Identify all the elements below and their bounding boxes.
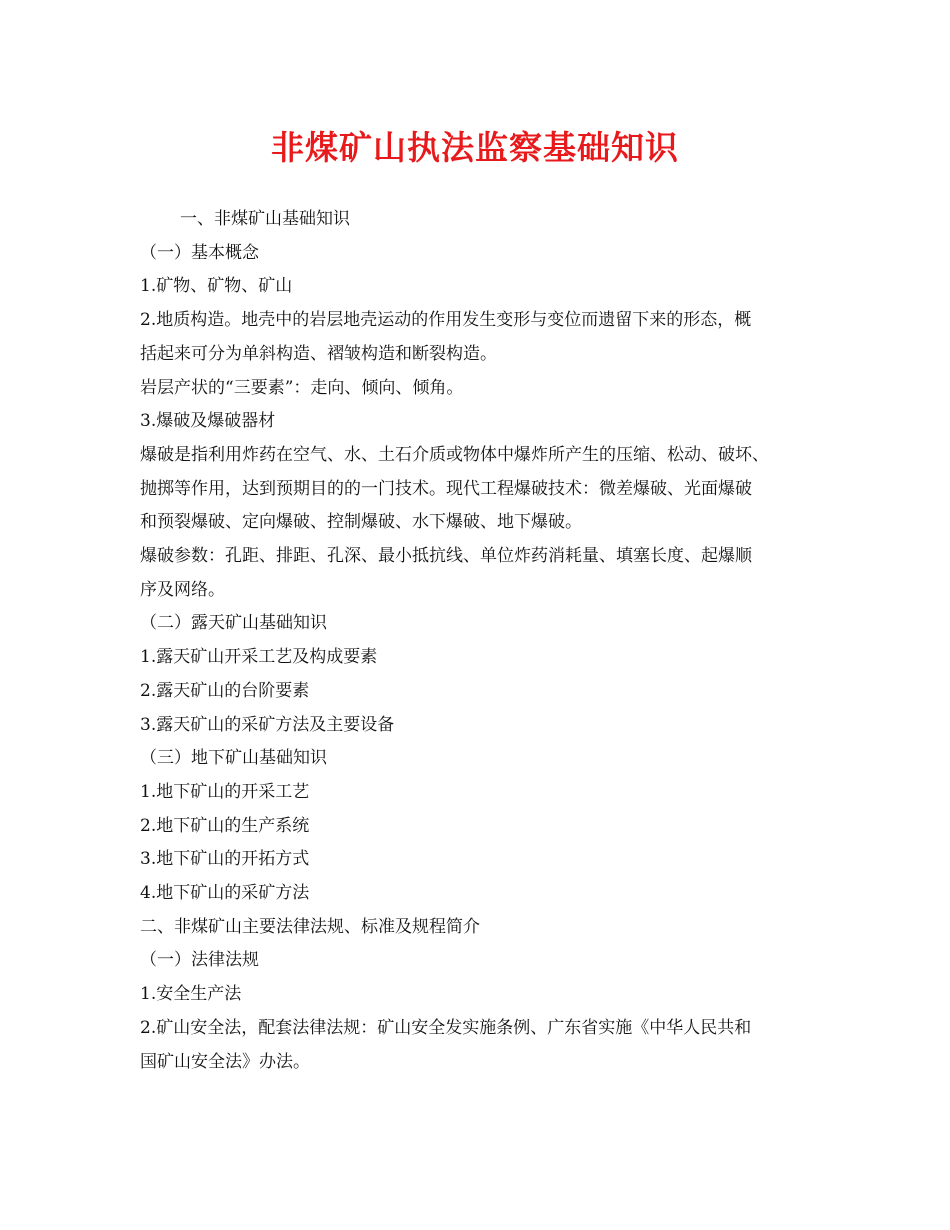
paragraph-line: 括起来可分为单斜构造、褶皱构造和断裂构造。 bbox=[140, 343, 497, 364]
list-item: 3.爆破及爆破器材 bbox=[140, 411, 276, 432]
list-item: 4.地下矿山的采矿方法 bbox=[140, 883, 310, 904]
paragraph-line: 和预裂爆破、定向爆破、控制爆破、水下爆破、地下爆破。 bbox=[140, 512, 582, 533]
subsection-heading: （一）法律法规 bbox=[140, 950, 259, 971]
list-item: 1.露天矿山开采工艺及构成要素 bbox=[140, 647, 378, 668]
list-item: 1.安全生产法 bbox=[140, 984, 242, 1005]
list-item: 2.地下矿山的生产系统 bbox=[140, 815, 310, 836]
list-item: 2.露天矿山的台阶要素 bbox=[140, 680, 310, 701]
paragraph-line: 爆破参数：孔距、排距、孔深、最小抵抗线、单位炸药消耗量、填塞长度、起爆顺 bbox=[140, 546, 752, 567]
subsection-heading: （二）露天矿山基础知识 bbox=[140, 613, 327, 634]
document-title: 非煤矿山执法监察基础知识 bbox=[271, 128, 679, 167]
paragraph-line: 2.地质构造。地壳中的岩层地壳运动的作用发生变形与变位而遗留下来的形态，概 bbox=[140, 310, 752, 331]
paragraph-line: 抛掷等作用，达到预期目的的一门技术。现代工程爆破技术：微差爆破、光面爆破 bbox=[140, 478, 752, 499]
section-heading: 二、非煤矿山主要法律法规、标准及规程简介 bbox=[140, 916, 480, 937]
subsection-heading: （三）地下矿山基础知识 bbox=[140, 748, 327, 769]
document-body bbox=[140, 203, 820, 1079]
list-item: 1.矿物、矿物、矿山 bbox=[140, 276, 293, 297]
paragraph-line: 岩层产状的“三要素”：走向、倾向、倾角。 bbox=[140, 377, 464, 398]
paragraph-line: 序及网络。 bbox=[140, 579, 225, 600]
list-item: 3.露天矿山的采矿方法及主要设备 bbox=[140, 714, 395, 735]
paragraph-line: 2.矿山安全法，配套法律法规：矿山安全发实施条例、广东省实施《中华人民共和 bbox=[140, 1017, 752, 1038]
list-item: 3.地下矿山的开拓方式 bbox=[140, 849, 310, 870]
section-heading: 一、非煤矿山基础知识 bbox=[180, 209, 350, 229]
list-item: 1.地下矿山的开采工艺 bbox=[140, 781, 310, 802]
paragraph-line: 爆破是指利用炸药在空气、水、土石介质或物体中爆炸所产生的压缩、松动、破坏、 bbox=[140, 444, 769, 465]
paragraph-line: 国矿山安全法》办法。 bbox=[140, 1051, 310, 1072]
subsection-heading: （一）基本概念 bbox=[140, 242, 259, 263]
